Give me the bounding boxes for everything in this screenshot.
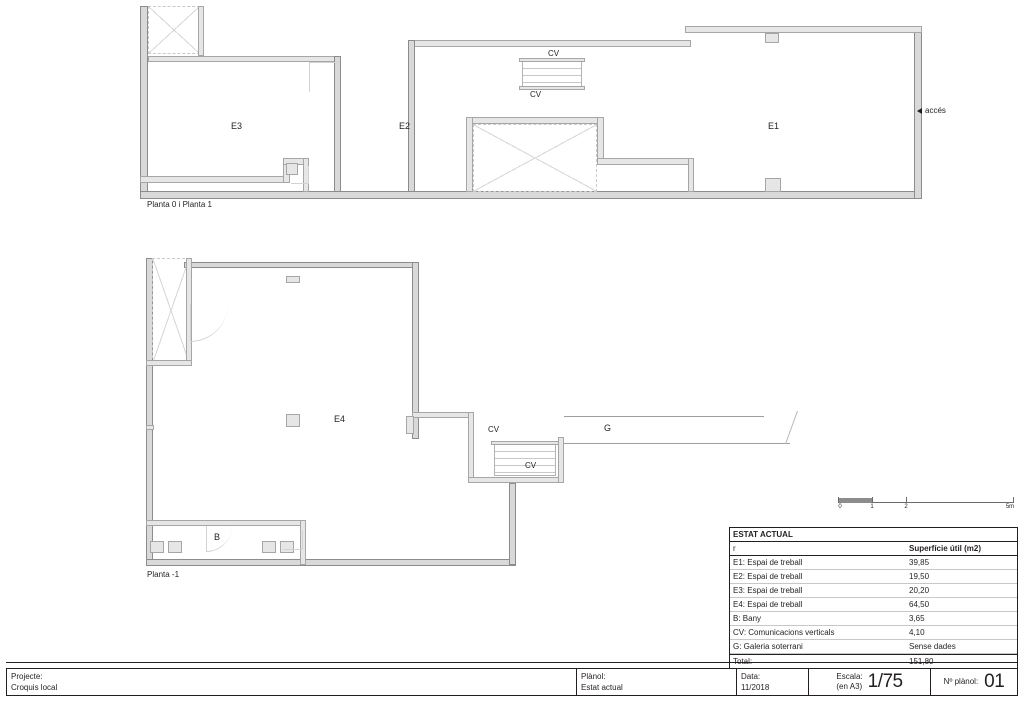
pillar xyxy=(286,276,300,283)
door-swing-icon xyxy=(283,530,303,550)
scale-tick xyxy=(838,497,839,503)
numero-label: Nº plànol: xyxy=(943,677,979,686)
room-label-e2: E2 xyxy=(399,121,411,131)
wall-segment xyxy=(519,58,585,62)
table-col1-header: r xyxy=(733,544,736,553)
table-cell-name: CV: Comunicacions verticals xyxy=(733,628,835,637)
wall-segment xyxy=(412,412,474,418)
table-cell-name: B: Bany xyxy=(733,614,762,623)
table-row xyxy=(730,640,1017,654)
gallery-line xyxy=(564,416,764,417)
wall-segment xyxy=(198,6,204,56)
scale-label-0: 0 xyxy=(838,504,842,510)
escala-sub: (en A3) xyxy=(836,682,863,691)
projecte-label: Projecte: xyxy=(11,672,43,681)
titleblock-numero xyxy=(931,669,1017,695)
table-title-spacer xyxy=(906,528,1017,541)
table-row xyxy=(730,570,1017,584)
stair-cv-lower xyxy=(494,444,556,476)
table-cell-value: Sense dades xyxy=(909,642,956,651)
surfaces-table xyxy=(729,527,1018,669)
scale-tick xyxy=(1013,497,1014,503)
wall-segment xyxy=(146,360,192,366)
label-cv-bottom-1: CV xyxy=(488,425,500,434)
room-label-e3: E3 xyxy=(231,121,243,131)
table-cell-name: E3: Espai de treball xyxy=(733,586,803,595)
wall-segment xyxy=(184,262,418,268)
titleblock-data xyxy=(737,669,809,695)
projecte-value: Croquis local xyxy=(11,683,58,692)
table-cell-name: E2: Espai de treball xyxy=(733,572,803,581)
table-cell-value: 20,20 xyxy=(909,586,930,595)
table-cell-value: 3,65 xyxy=(909,614,925,623)
access-label: accés xyxy=(925,106,946,115)
wall-segment xyxy=(140,176,288,183)
planol-value: Estat actual xyxy=(581,683,623,692)
table-cell-value: 39,85 xyxy=(909,558,930,567)
wall-segment xyxy=(140,191,922,199)
wall-segment xyxy=(519,86,585,90)
table-title: ESTAT ACTUAL xyxy=(733,530,793,539)
numero-value: 01 xyxy=(984,671,1005,692)
pillar xyxy=(406,416,414,434)
table-cell-value: 19,50 xyxy=(909,572,930,581)
table-row xyxy=(730,598,1017,612)
wall-segment xyxy=(168,541,182,553)
table-cell-value: 4,10 xyxy=(909,628,925,637)
wall-segment xyxy=(150,541,164,553)
pillar xyxy=(286,414,300,427)
table-cell-value: 64,50 xyxy=(909,600,930,609)
titleblock xyxy=(6,668,1018,696)
door-swing-icon xyxy=(190,304,228,342)
wall-segment xyxy=(468,412,474,482)
table-row xyxy=(730,584,1017,598)
scale-label-2: 2 xyxy=(904,504,908,510)
table-row xyxy=(730,612,1017,626)
table-total-row xyxy=(730,654,1017,668)
wall-segment xyxy=(408,40,415,192)
wall-segment xyxy=(262,541,276,553)
table-row xyxy=(730,556,1017,570)
stair-hatch xyxy=(148,6,200,54)
table-title-row xyxy=(730,528,1017,542)
scale-tick xyxy=(872,497,873,503)
room-label-g: G xyxy=(604,423,612,433)
wall-segment xyxy=(491,441,559,445)
scale-tick xyxy=(906,497,907,503)
scale-bar-block xyxy=(838,498,872,503)
scale-label-1: 1 xyxy=(870,504,874,510)
table-cell-name: E4: Espai de treball xyxy=(733,600,803,609)
wall-segment xyxy=(688,158,694,192)
arrow-left-icon xyxy=(917,108,922,114)
titleblock-planol xyxy=(577,669,737,695)
table-header-row xyxy=(730,542,1017,556)
titleblock-escala xyxy=(809,669,931,695)
table-row xyxy=(730,626,1017,640)
wall-segment xyxy=(468,477,564,483)
wall-segment xyxy=(685,26,922,33)
pillar xyxy=(765,178,781,192)
label-cv-top-1: CV xyxy=(548,49,560,58)
scale-bar xyxy=(838,494,1014,516)
pillar xyxy=(765,33,779,43)
stair-hatch xyxy=(152,258,190,363)
planol-label: Plànol: xyxy=(581,672,606,681)
stair-cv-upper xyxy=(522,61,582,88)
table-cell-name: G: Galeria soterrani xyxy=(733,642,803,651)
wall-segment xyxy=(466,117,603,124)
label-cv-bottom-2: CV xyxy=(525,461,537,470)
escala-value: 1/75 xyxy=(867,671,903,692)
scale-label-5m: 5m xyxy=(1005,504,1015,510)
room-label-e1: E1 xyxy=(768,121,780,131)
void-hatch xyxy=(473,124,597,192)
wall-segment xyxy=(146,425,154,430)
wall-segment xyxy=(509,483,516,565)
caption-planta-0-1: Planta 0 i Planta 1 xyxy=(147,200,212,209)
data-label: Data: xyxy=(741,672,761,681)
escala-label: Escala: xyxy=(836,672,863,681)
titleblock-top-rule xyxy=(6,662,1018,663)
label-cv-top-2: CV xyxy=(530,90,542,99)
room-label-b: B xyxy=(214,532,221,542)
table-cell-name: E1: Espai de treball xyxy=(733,558,803,567)
titleblock-projecte xyxy=(7,669,577,695)
wall-segment xyxy=(146,559,516,566)
wall-segment xyxy=(466,117,473,192)
data-value: 11/2018 xyxy=(741,683,770,692)
caption-planta-menys-1: Planta -1 xyxy=(147,570,180,579)
room-label-e4: E4 xyxy=(334,414,346,424)
wall-segment xyxy=(140,6,148,199)
wall-segment xyxy=(597,158,694,165)
access-marker xyxy=(917,106,946,115)
wall-segment xyxy=(597,117,604,164)
wall-segment xyxy=(414,40,691,47)
table-col2-header: Superfície útil (m2) xyxy=(909,544,982,553)
